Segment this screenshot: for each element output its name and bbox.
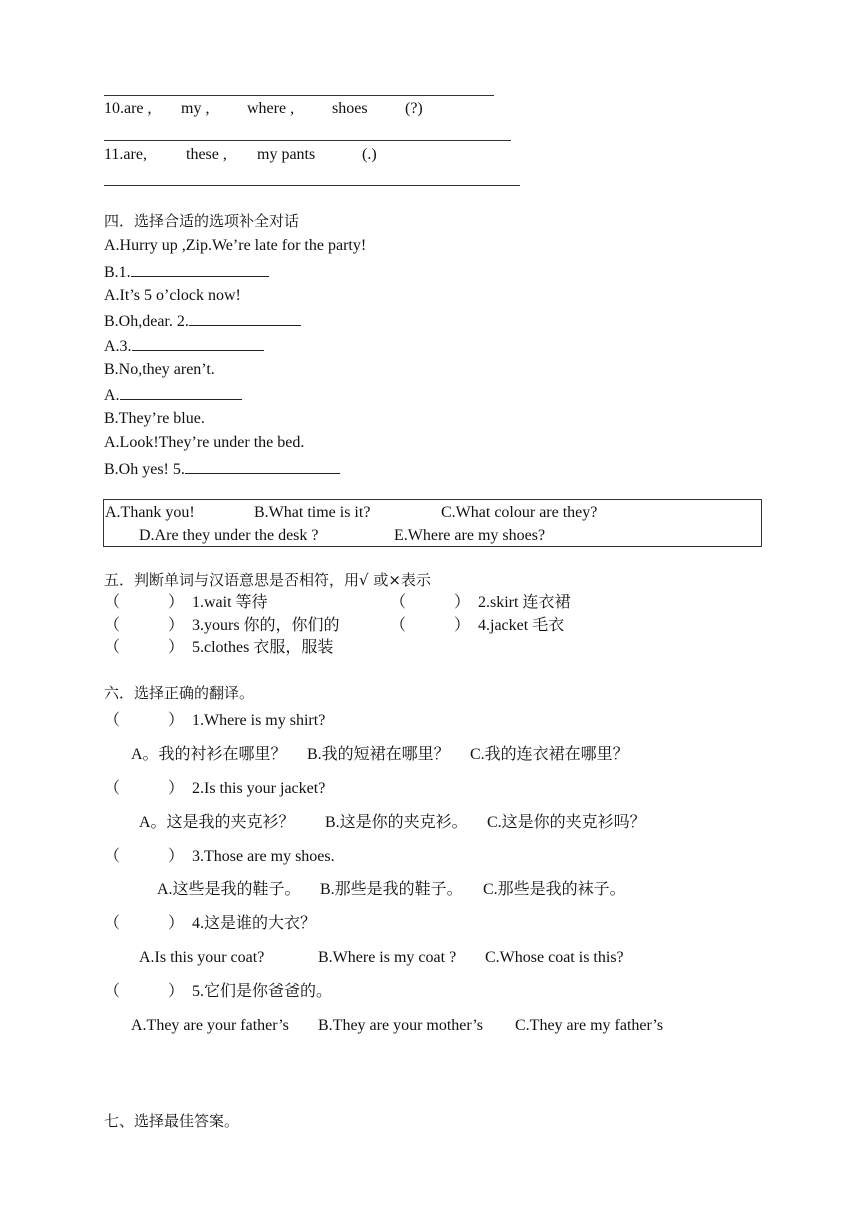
q1-option-c: C.我的连衣裙在哪里？ [470, 746, 629, 763]
options-box [103, 499, 762, 547]
q10-word-1: 10.are , [104, 100, 152, 117]
answer-paren-6-5[interactable]: （ ） [104, 983, 185, 1000]
answer-paren-5-4[interactable]: （ ） [390, 617, 471, 634]
q11-word-3: my pants [257, 146, 316, 163]
blank-2[interactable] [189, 310, 301, 326]
q4-option-a: A.Is this your coat? [139, 949, 265, 966]
answer-paren-6-4[interactable]: （ ） [104, 915, 185, 932]
section5-title: 五．判断单词与汉语意思是否相符，用√ 或×表示 [104, 571, 431, 589]
dialogue-line-1: A.Hurry up ,Zip.We’re late for the party! [104, 237, 367, 254]
q10-word-4: shoes [332, 100, 368, 117]
dialogue-line-4: B.Oh,dear. 2. [104, 310, 301, 332]
answer-paren-5-1[interactable]: （ ） [104, 594, 185, 611]
option-d: D.Are they under the desk ? [139, 527, 319, 544]
blank-5[interactable] [185, 458, 340, 474]
answer-line-11[interactable] [104, 185, 520, 186]
answer-paren-5-5[interactable]: （ ） [104, 639, 185, 656]
q5-option-a: A.They are your father’s [131, 1017, 289, 1034]
translation-q4: 4.这是谁的大衣？ [192, 915, 317, 932]
dialogue-line-10: B.Oh yes! 5. [104, 458, 340, 480]
answer-paren-6-2[interactable]: （ ） [104, 780, 185, 797]
judge-item-2: 2.skirt 连衣裙 [478, 594, 571, 611]
option-e: E.Where are my shoes? [394, 527, 546, 544]
judge-item-4: 4.jacket 毛衣 [478, 617, 565, 634]
dialogue-line-5: A.3. [104, 335, 264, 357]
judge-item-1: 1.wait 等待 [192, 594, 268, 611]
blank-1[interactable] [131, 261, 269, 277]
q5-option-c: C.They are my father’s [515, 1017, 664, 1034]
blank-4[interactable] [120, 384, 242, 400]
answer-paren-5-3[interactable]: （ ） [104, 617, 185, 634]
q11-word-2: these , [186, 146, 227, 163]
judge-item-3: 3.yours 你的，你们的 [192, 617, 340, 634]
q11-punct: (.) [362, 146, 377, 163]
section6-title: 六．选择正确的翻译。 [104, 684, 255, 702]
answer-paren-5-2[interactable]: （ ） [390, 594, 471, 611]
q5-option-b: B.They are your mother’s [318, 1017, 483, 1034]
answer-line-9[interactable] [104, 95, 494, 96]
dialogue-line-7: A. [104, 384, 242, 406]
dialogue-line-6: B.No,they aren’t. [104, 361, 215, 378]
dialogue-line-3: A.It’s 5 o’clock now! [104, 287, 241, 304]
q4-option-b: B.Where is my coat ? [318, 949, 457, 966]
answer-line-10[interactable] [104, 140, 511, 141]
translation-q3: 3.Those are my shoes. [192, 848, 335, 865]
q10-word-2: my , [181, 100, 210, 117]
dialogue-line-2: B.1. [104, 261, 269, 283]
q1-option-a: A。我的衬衫在哪里？ [131, 746, 287, 763]
q3-option-b: B.那些是我的鞋子。 [320, 881, 463, 898]
option-b: B.What time is it? [254, 504, 371, 521]
translation-q5: 5.它们是你爸爸的。 [192, 983, 333, 1000]
translation-q1: 1.Where is my shirt? [192, 712, 326, 729]
q3-option-a: A.这些是我的鞋子。 [157, 881, 301, 898]
section7-title: 七、选择最佳答案。 [104, 1112, 240, 1130]
option-a: A.Thank you! [105, 504, 195, 521]
dialogue-line-8: B.They’re blue. [104, 410, 205, 427]
option-c: C.What colour are they? [441, 504, 598, 521]
q11-word-1: 11.are, [104, 146, 147, 163]
translation-q2: 2.Is this your jacket? [192, 780, 326, 797]
dialogue-line-9: A.Look!They’re under the bed. [104, 434, 305, 451]
q3-option-c: C.那些是我的袜子。 [483, 881, 626, 898]
judge-item-5: 5.clothes 衣服，服装 [192, 639, 334, 656]
q2-option-a: A。这是我的夹克衫？ [139, 814, 295, 831]
answer-paren-6-1[interactable]: （ ） [104, 712, 185, 729]
q2-option-b: B.这是你的夹克衫。 [325, 814, 468, 831]
section4-title: 四．选择合适的选项补全对话 [104, 212, 300, 230]
q2-option-c: C.这是你的夹克衫吗？ [487, 814, 646, 831]
q4-option-c: C.Whose coat is this? [485, 949, 624, 966]
q10-word-3: where , [247, 100, 295, 117]
q10-punct: (?) [405, 100, 423, 117]
blank-3[interactable] [132, 335, 264, 351]
answer-paren-6-3[interactable]: （ ） [104, 848, 185, 865]
q1-option-b: B.我的短裙在哪里？ [307, 746, 450, 763]
